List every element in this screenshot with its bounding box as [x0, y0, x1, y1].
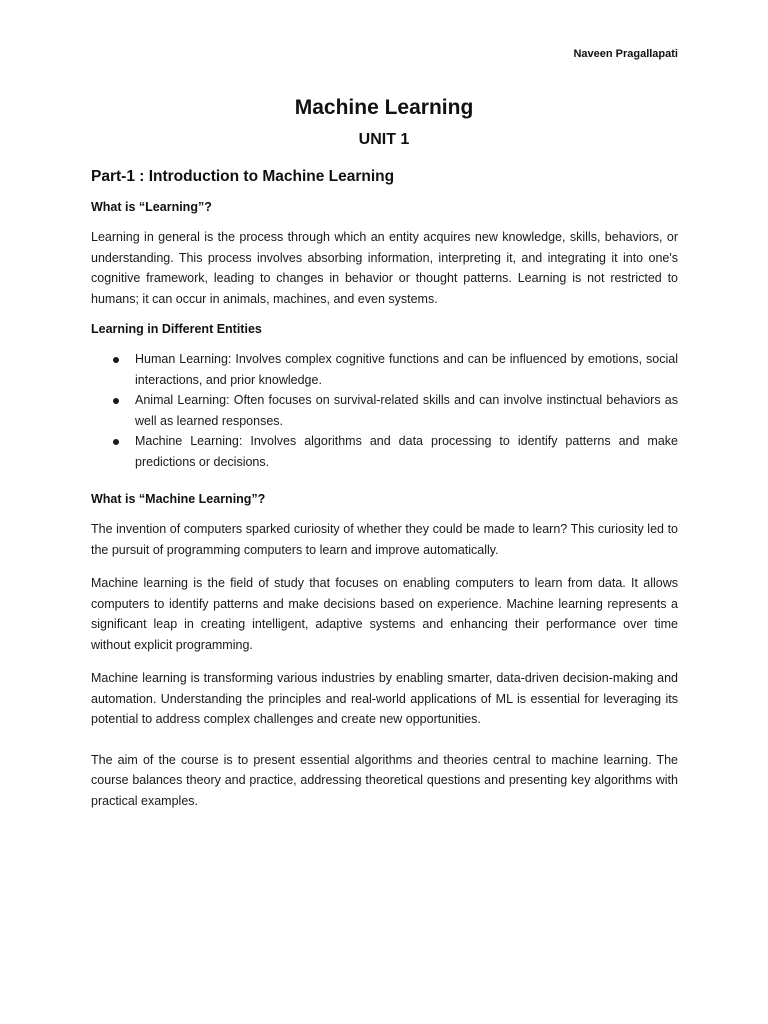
list-item-text: Machine Learning: Involves algorithms and data processing to identify patterns and make predictions or decisions.: [135, 434, 678, 469]
list-item: [91, 431, 678, 472]
paragraph-ml-2: Machine learning is the field of study that focuses on enabling computers to learn from data. It allows computers to identify patterns and make decisions based on experience. Machine learning represents a significant leap in creating intelligent, adaptive systems and enhancing their performance over time without explicit programming.: [91, 576, 678, 652]
bullet-icon: [113, 357, 119, 363]
bullet-icon: [113, 439, 119, 445]
paragraph-ml-1: The invention of computers sparked curiosity of whether they could be made to learn? This curiosity led to the pursuit of programming computers to learn and improve automatically.: [91, 522, 678, 557]
part-heading: Part-1 : Introduction to Machine Learning: [91, 168, 395, 185]
paragraph-ml-4: The aim of the course is to present essential algorithms and theories central to machine learning. The course balances theory and practice, addressing theoretical questions and presenting key algorithms with practical examples.: [91, 752, 678, 808]
list-item: [91, 390, 678, 431]
section-heading-entities: Learning in Different Entities: [91, 322, 262, 336]
list-item: [91, 349, 678, 390]
document-subtitle: UNIT 1: [358, 131, 410, 148]
document-body: [91, 168, 678, 824]
paragraph-learning-definition: Learning in general is the process through which an entity acquires new knowledge, skills, behaviors, or understanding. This process involves absorbing information, interpreting it, and integrating it into one's cognitive framework, leading to changes in behavior or thought patterns. Learning is not restricted to humans; it can occur in animals, machines, and even systems.: [91, 230, 678, 306]
list-item-text: Human Learning: Involves complex cognitive functions and can be influenced by emotions, social interactions, and prior knowledge.: [135, 352, 678, 387]
section-heading-learning: What is “Learning”?: [91, 200, 212, 214]
section-heading-machine-learning: What is “Machine Learning”?: [91, 492, 266, 506]
bullet-icon: [113, 398, 119, 404]
list-item-text: Animal Learning: Often focuses on survival-related skills and can involve instinctual behaviors as well as learned responses.: [135, 393, 678, 428]
author-name: Naveen Pragallapati: [573, 48, 678, 60]
entities-list: [91, 349, 678, 472]
paragraph-ml-3: Machine learning is transforming various industries by enabling smarter, data-driven decision-making and automation. Understanding the principles and real-world applications of ML is essential for leveraging its potential to address complex challenges and create new opportunities.: [91, 671, 678, 726]
document-title: Machine Learning: [294, 96, 474, 119]
